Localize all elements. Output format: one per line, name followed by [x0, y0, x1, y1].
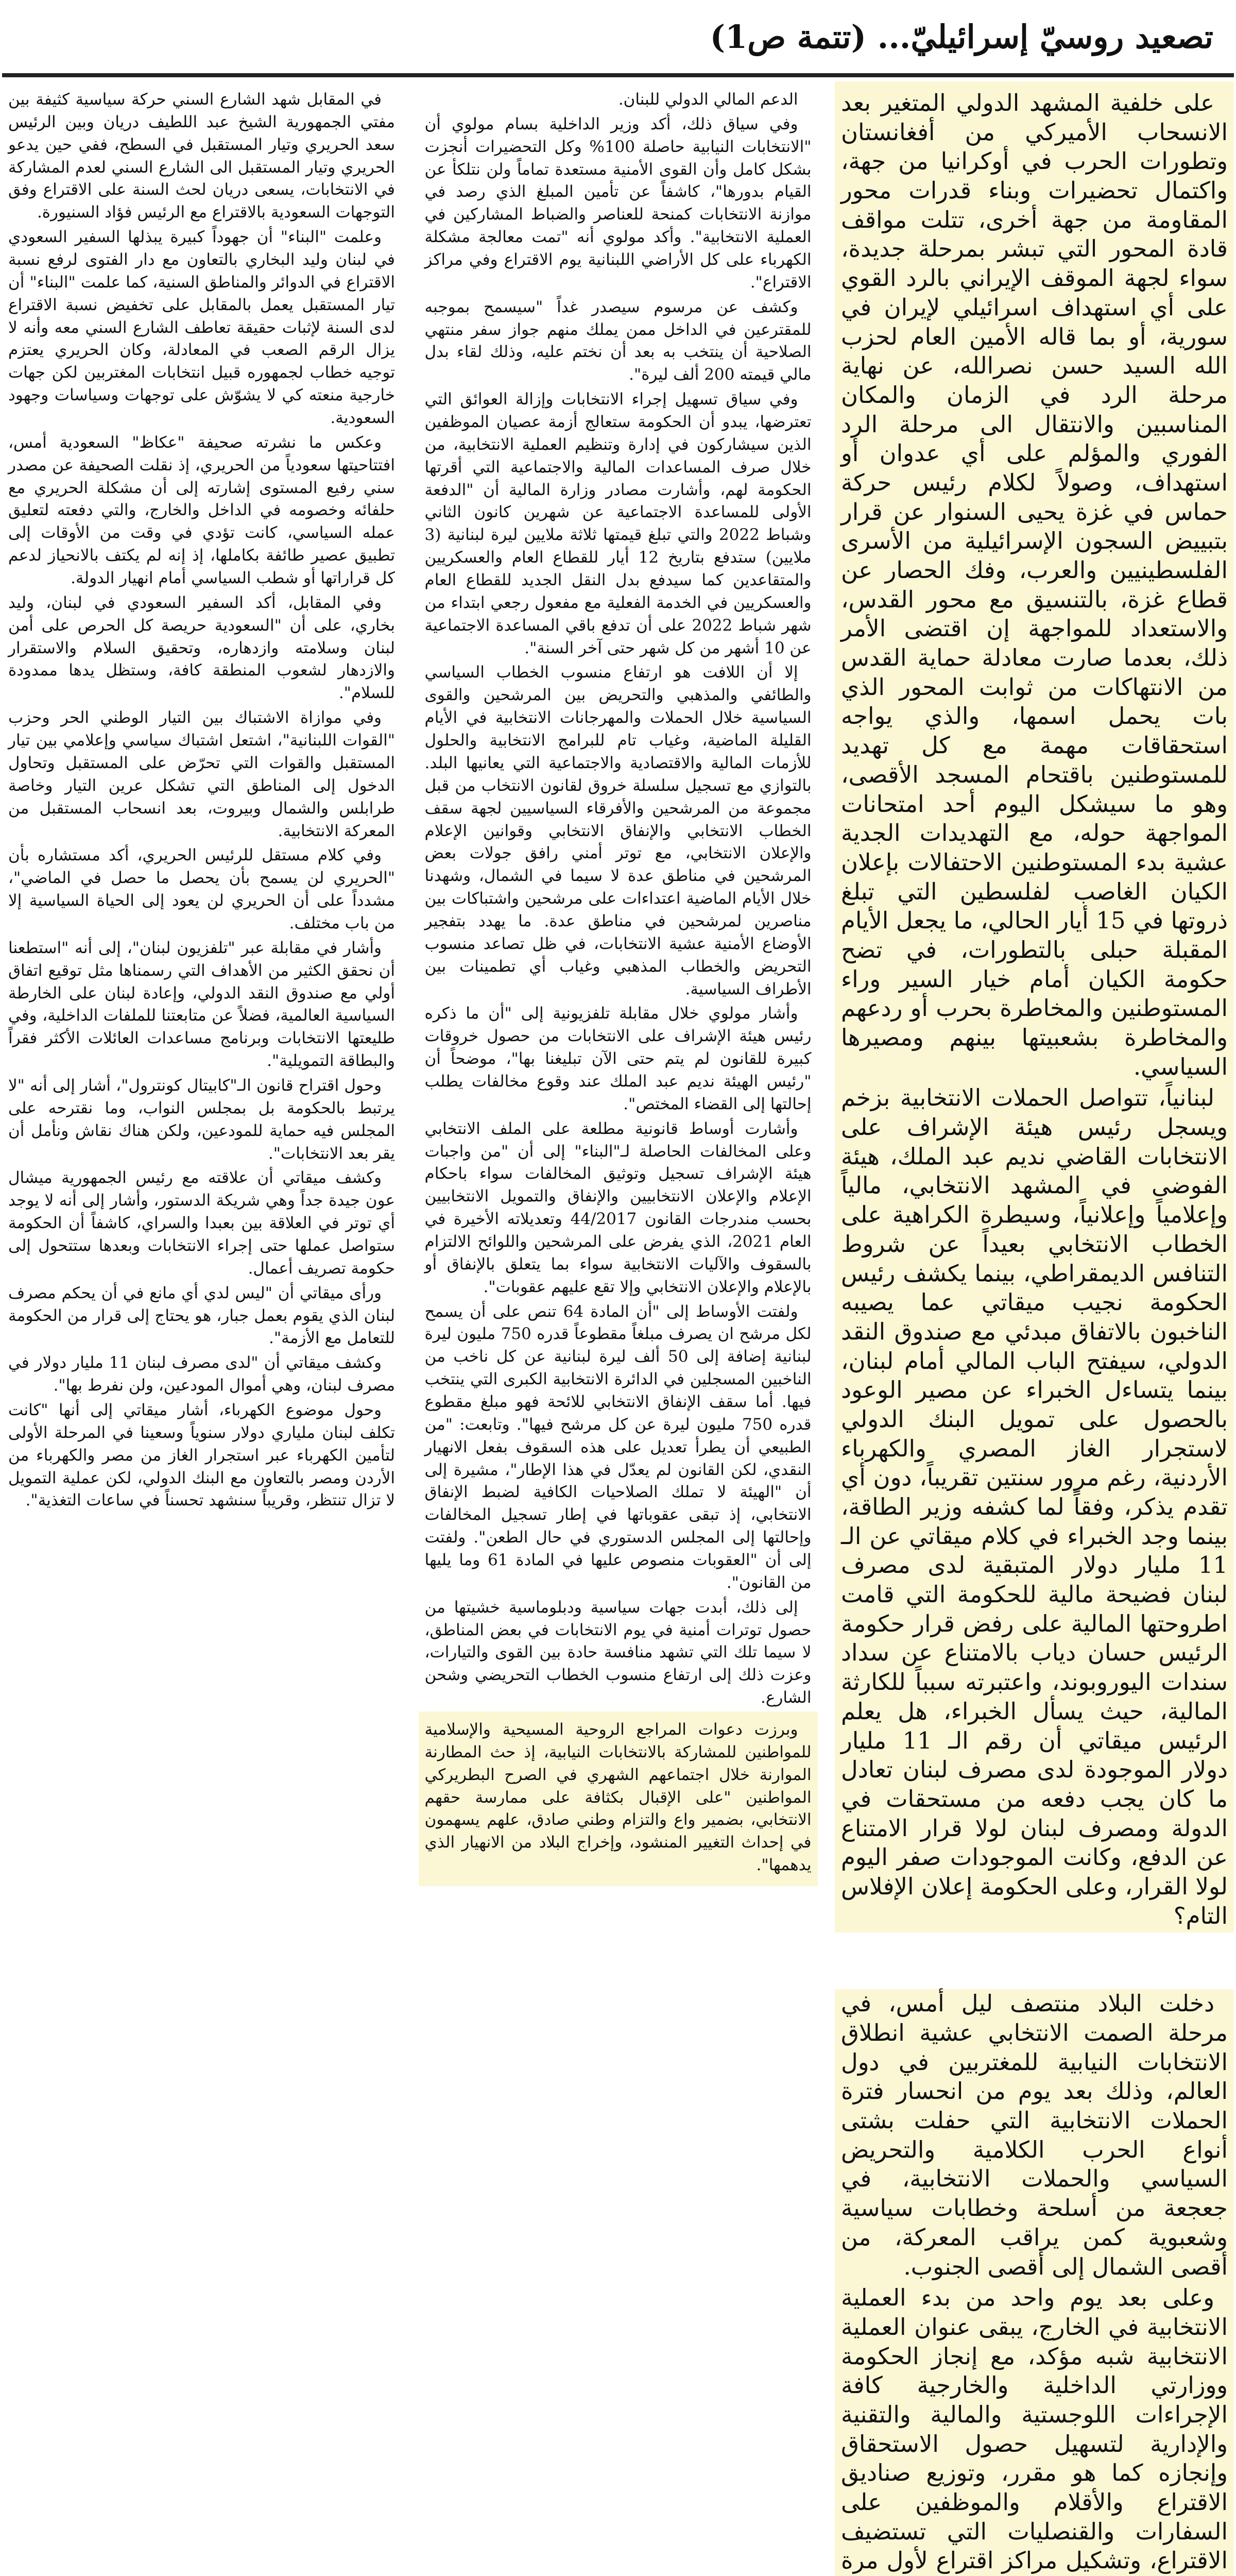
paragraph: وفي سياق تسهيل إجراء الانتخابات وإزالة العوائق التي تعترضها، يبدو أن الحكومة ستعالج أزمة عصيان الموظفين الذين سيشاركون في إدارة وتنظيم العملية الانتخابية، من خلال صرف المساعدات المالية والاجتماعية التي أقرتها الحكومة لهم، وأشارت مصادر وزارة المالية أن "الدفعة الأولى للمساعدة الاجتماعية عن شهرين كانون الثاني وشباط 2022 والتي تبلغ قيمتها ثلاثة ملايين ليرة لبنانية (3 ملايين) ستدفع بتاريخ 12 أيار للقطاع العام والعسكريين والمتقاعدين كما سيدفع بدل النقل الجديد للقطاع العام والعسكريين في الخدمة الفعلية مع مفعول رجعي ابتداء من شهر شباط 2022 على أن تدفع باقي المساعدة الاجتماعية عن 10 أشهر من كل شهر حتى آخر السنة". [424, 390, 812, 657]
paragraph: وكشف ميقاتي أن "لدى مصرف لبنان 11 مليار دولار في مصرف لبنان، وهي أموال المودعين، ولن نفرط بها". [8, 1353, 395, 1395]
paragraph: وفي موازاة الاشتباك بين التيار الوطني الحر وحزب "القوات اللبنانية"، اشتعل اشتباك سياسي وإعلامي بين تيار المستقبل والقوات التي تحرّض على المستقبل وتحاول الدخول إلى المناطق التي تشكل عرين التيار وخاصة طرابلس والشمال وبيروت، بعد انسحاب المستقبل من المعركة الانتخابية. [8, 708, 395, 840]
paragraph: وحول اقتراح قانون الـ"كابيتال كونترول"، أشار إلى أنه "لا يرتبط بالحكومة بل بمجلس النواب، وما نقترحه على المجلس فيه حماية للمودعين، ولكن هناك نقاش ونأمل أن يقر بعد الانتخابات". [8, 1076, 395, 1163]
paragraph: ولفتت الأوساط إلى "أن المادة 64 تنص على أن يسمح لكل مرشح ان يصرف مبلغاً مقطوعاً قدره 750 مليون ليرة لبنانية إضافة إلى 50 ألف ليرة لبنانية عن كل ناخب من الناخبين المسجلين في الدائرة الانتخابية الكبرى التي ينتخب فيها. أما سقف الإنفاق الانتخابي للائحة فهو مبلغ مقطوع قدره 750 مليون ليرة عن كل مرشح فيها". وتابعت: "من الطبيعي أن يطرأ تعديل على هذه السقوف بفعل الانهيار النقدي، لكن القانون لم يعدّل في هذا الإطار"، مشيرة إلى أن "الهيئة لا تملك الصلاحيات الكافية لضبط الإنفاق الانتخابي، إذ تبقى عقوباتها في إطار تسجيل المخالفات وإحالتها إلى المجلس الدستوري في حال الطعن". ولفتت إلى أن "العقوبات منصوص عليها في المادة 61 وما يليها من القانون". [424, 1302, 812, 1592]
paragraph: وحول موضوع الكهرباء، أشار ميقاتي إلى أنها "كانت تكلف لبنان ملياري دولار سنوياً وسعينا في المرحلة الأولى لتأمين الكهرباء عبر استجرار الغاز من مصر والكهرباء من الأردن ومصر بالتعاون مع البنك الدولي، لكن عملية التمويل لا تزال تنتظر، وقريباً سنشهد تحسناً في ساعات التغذية". [8, 1400, 395, 1510]
paragraph: ورأى ميقاتي أن "ليس لدي أي مانع في أن يحكم مصرف لبنان الذي يقوم بعمل جبار، هو يحتاج إلى قرار من الحكومة للتعامل مع الأزمة". [8, 1283, 395, 1348]
column-left [2, 81, 401, 2576]
article-columns [2, 77, 1234, 2576]
paragraph: وبرزت دعوات المراجع الروحية المسيحية والإسلامية للمواطنين للمشاركة بالانتخابات النيابية، إذ حث المطارنة الموارنة خلال اجتماعهم الشهري في الصرح البطريركي المواطنين "على الإقبال بكثافة على ممارسة حقهم الانتخابي، بضمير واع والتزام وطني صادق، علهم يسهمون في إحداث التغيير المنشود، وإخراج البلاد من الانهيار الذي يدهمها". [424, 1720, 812, 1875]
paragraph: وفي سياق ذلك، أكد وزير الداخلية بسام مولوي أن "الانتخابات النيابية حاصلة 100% وكل التحضيرات أنجزت بشكل كامل وأن القوى الأمنية مستعدة تماماً ولن نتلكأ عن القيام بدورها"، كاشفاً عن تأمين المبلغ الذي رصد في موازنة الانتخابات كمنحة للعناصر والضباط المشاركين في العملية الانتخابية". وأكد مولوي أنه "تمت معالجة مشكلة الكهرباء على كل الأراضي اللبنانية يوم الاقتراع وفي مراكز الاقتراع". [424, 114, 812, 292]
paragraph: وعكس ما نشرته صحيفة "عكاظ" السعودية أمس، افتتاحيتها سعودياً من الحريري، إذ نقلت الصحيفة عن مصدر سني رفيع المستوى إشارته إلى أن مشكلة الحريري مع حلفائه وخصومه في الداخل والخارج، والتي دفعته لتعليق عمله السياسي، كانت تؤدي في وقت من الأوقات إلى تطبيق عصير طائفة بكاملها، إذ إنه لم يكتف بالانحياز لدعم كل قراراتها أو شطب السياسي أمام انهيار الدولة. [8, 433, 395, 588]
paragraph: على خلفية المشهد الدولي المتغير بعد الانسحاب الأميركي من أفغانستان وتطورات الحرب في أوكرانيا من جهة، واكتمال تحضيرات وبناء قدرات محور المقاومة من جهة أخرى، تتلت مواقف قادة المحور التي تبشر بمرحلة جديدة، سواء لجهة الموقف الإيراني بالرد القوي على أي استهداف اسرائيلي لإيران في سورية، أو بما قاله الأمين العام لحزب الله السيد حسن نصرالله، عن نهاية مرحلة الرد في الزمان والمكان المناسبين والانتقال الى مرحلة الرد الفوري والمؤلم على أي عدوان أو استهداف، وصولاً لكلام رئيس حركة حماس في غزة يحيى السنوار عن قرار بتبييض السجون الإسرائيلية من الأسرى الفلسطينيين والعرب، وفك الحصار عن قطاع غزة، بالتنسيق مع محور القدس، والاستعداد للمواجهة إن اقتضى الأمر ذلك، بعدما صارت معادلة حماية القدس من الانتهاكات من ثوابت المحور الذي بات يحمل اسمها، والذي يواجه استحقاقات مهمة مع كل تهديد للمستوطنين باقتحام المسجد الأقصى، وهو ما سيشكل اليوم أحد امتحانات المواجهة حوله، مع التهديدات الجدية عشية بدء المستوطنين الاحتفالات بإعلان الكيان الغاصب لفلسطين التي تبلغ ذروتها في 15 أيار الحالي، ما يجعل الأيام المقبلة حبلى بالتطورات، في تضح حكومة الكيان أمام خيار السير وراء المستوطنين والمخاطرة بحرب أو ردعهم والمخاطرة بشعبيتها بينهم ومصيرها السياسي. [841, 89, 1228, 1080]
paragraph: دخلت البلاد منتصف ليل أمس، في مرحلة الصمت الانتخابي عشية انطلاق الانتخابات النيابية للمغتربين في دول العالم، وذلك بعد يوم من انحسار فترة الحملات الانتخابية التي حفلت بشتى أنواع الحرب الكلامية والتحريض السياسي والحملات الانتخابية، في جعجعة من أسلحة وخطابات سياسية وشعبوية كمن يراقب المعركة، من أقصى الشمال إلى أقصى الجنوب. [841, 1990, 1228, 2280]
paragraph: في المقابل شهد الشارع السني حركة سياسية كثيفة بين مفتي الجمهورية الشيخ عبد اللطيف دريان وبين الرئيس سعد الحريري وتيار المستقبل في السطح، ففي حين يدعو الحريري وتيار المستقبل الى الشارع السني لعدم المشاركة في الانتخابات، يسعى دريان لحث السنة على الاقتراع وفق التوجهات السعودية بالاقتراع مع الرئيس فؤاد السنيورة. [8, 90, 395, 222]
article-header [2, 0, 1234, 77]
paragraph: إلا أن اللافت هو ارتفاع منسوب الخطاب السياسي والطائفي والمذهبي والتحريض بين المرشحين والقوى السياسية خلال الحملات والمهرجانات الانتخابية في الأيام القليلة الماضية، وغياب تام للبرامج الانتخابية والحلول للأزمات المالية والاقتصادية والاجتماعية التي يعانيها البلد. بالتوازي مع تسجيل سلسلة خروق لقانون الانتخاب من قبل مجموعة من المرشحين والأفرقاء السياسيين لجهة سقف الخطاب الانتخابي والإنفاق الانتخابي وقوانين الإعلام والإعلان الانتخابي، مع توتر أمني رافق جولات بعض المرشحين في مناطق عدة لا سيما في الشمال، وشهدنا خلال الأيام الماضية اعتداءات على مرشحين واشتباكات بين مناصرين لمرشحين في مناطق عدة. ما يهدد بتفجير الأوضاع الأمنية عشية الانتخابات، في ظل تصاعد منسوب التحريض والخطاب المذهبي وغياب أي تطمينات بين الأطراف السياسية. [424, 663, 812, 998]
paragraph: وكشف ميقاتي أن علاقته مع رئيس الجمهورية ميشال عون جيدة جداً وهي شريكة الدستور، وأشار إلى أنه لا يوجد أي توتر في العلاقة بين بعبدا والسراي، كاشفاً أن الحكومة ستواصل عملها حتى إجراء الانتخابات وبعدها ستتحول إلى حكومة تصريف أعمال. [8, 1168, 395, 1278]
paragraph: وفي كلام مستقل للرئيس الحريري، أكد مستشاره بأن "الحريري لن يسمح بأن يحصل ما حصل في الماضي"، مشدداً على أن الحريري لن يعود إلى الحياة السياسية إلا من باب مختلف. [8, 846, 395, 933]
article-title: تصعيد روسيّ إسرائيليّ... (تتمة ص1) [710, 18, 1213, 56]
paragraph: لبنانياً، تتواصل الحملات الانتخابية بزخم ويسجل رئيس هيئة الإشراف على الانتخابات القاضي نديم عبد الملك، هيئة الفوضى في المشهد الانتخابي، مالياً وإعلامياً وإعلانياً، وسيطرة الكراهية على الخطاب الانتخابي بعيداً عن شروط التنافس الديمقراطي، بينما يكشف رئيس الحكومة نجيب ميقاتي عما يصيبه الناخبون بالاتفاق مبدئي مع صندوق النقد الدولي، سيفتح الباب المالي أمام لبنان، بينما يتساءل الخبراء عن مصير الوعود بالحصول على تمويل البنك الدولي لاستجرار الغاز المصري والكهرباء الأردنية، رغم مرور سنتين تقريباً، دون أي تقدم يذكر، وفقاً لما كشفه وزير الطاقة، بينما وجد الخبراء في كلام ميقاتي عن الـ 11 مليار دولار المتبقية لدى مصرف لبنان فضيحة مالية للحكومة التي قامت اطروحتها المالية على رفض قرار حكومة الرئيس حسان دياب بالامتناع عن سداد سندات اليوروبوند، واعتبرته سبباً للكارثة المالية، حيث يسأل الخبراء، هل يعلم الرئيس ميقاتي أن رقم الـ 11 مليار دولار الموجودة لدى مصرف لبنان تعادل ما كان يجب دفعه من مستحقات في الدولة ومصرف لبنان لولا قرار الامتناع عن الدفع، وكانت الموجودات صفر اليوم لولا القرار، وعلى الحكومة إعلان الإفلاس التام؟ [841, 1084, 1228, 1929]
paragraph: وعلمت "البناء" أن جهوداً كبيرة يبذلها السفير السعودي في لبنان وليد البخاري بالتعاون مع دار الفتوى لرفع نسبة الاقتراع في الدوائر والمناطق السنية، كما علمت "البناء" أن تيار المستقبل يعمل بالمقابل على تخفيض نسبة الاقتراع لدى السنة لإثبات حقيقة تعاطف الشارع السني معه وأنه لا يزال الرقم الصعب في المعادلة، وكان الحريري يعتزم توجيه خطاب لجمهوره قبيل انتخابات المغتربين لكن جهات خارجية منعته كي لا يشوّش على توجهات وسياسات وجهود السعودية. [8, 228, 395, 428]
paragraph: وعلى بعد يوم واحد من بدء العملية الانتخابية في الخارج، يبقى عنوان العملية الانتخابية شبه مؤكد، مع إنجاز الحكومة ووزارتي الداخلية والخارجية كافة الإجراءات اللوجستية والمالية والتقنية والإدارية لتسهيل حصول الاستحقاق وإنجازه كما هو مقرر، وتوزيع صناديق الاقتراع والأقلام والموظفين على السفارات والقنصليات التي تستضيف الاقتراع، وتشكيل مراكز اقتراع لأول مرة [841, 2284, 1228, 2574]
paragraph: وأشار مولوي خلال مقابلة تلفزيونية إلى "أن ما ذكره رئيس هيئة الإشراف على الانتخابات من حصول خروقات كبيرة للقانون لم يتم حتى الآن تبليغنا بها"، موضحاً أن "رئيس الهيئة نديم عبد الملك عند وقوع مخالفات يطلب إحالتها إلى القضاء المختص". [424, 1004, 812, 1113]
paragraph: وكشف عن مرسوم سيصدر غداً "سيسمح بموجبه للمقترعين في الداخل ممن يملك منهم جواز سفر منتهي الصلاحية أن ينتخب به بعد أن نختم عليه، وذلك لقاء بدل مالي قيمته 200 ألف ليرة". [424, 297, 812, 384]
paragraph: الدعم المالي الدولي للبنان. [618, 90, 798, 109]
shaded-block [419, 1711, 818, 1886]
column-middle [419, 81, 818, 2576]
column-gap [835, 1933, 1234, 1989]
paragraph: وفي المقابل، أكد السفير السعودي في لبنان، وليد بخاري، على أن "السعودية حريصة كل الحرص على أمن لبنان وسلامته وازدهاره، وتحقيق السلام والاستقرار والازدهار لشعوب المنطقة كافة، وستظل يدها ممدودة للسلام". [8, 593, 395, 703]
column-right [835, 81, 1234, 2576]
paragraph: إلى ذلك، أبدت جهات سياسية ودبلوماسية خشيتها من حصول توترات أمنية في يوم الانتخابات في بعض المناطق، لا سيما تلك التي تشهد منافسة حادة بين القوى والتيارات، وعزت ذلك إلى ارتفاع منسوب الخطاب التحريضي وشحن الشارع. [424, 1598, 812, 1707]
paragraph: وأشارت أوساط قانونية مطلعة على الملف الانتخابي وعلى المخالفات الحاصلة لـ"البناء" إلى أن "من واجبات هيئة الإشراف تسجيل وتوثيق المخالفات سواء باحكام الإعلام والإعلان الانتخابيين والإنفاق والتمويل الانتخابيين بحسب مندرجات القانون 44/2017 وتعديلاته الأخيرة في العام 2021، الذي يفرض على المرشحين واللوائح الالتزام بالسقوف والآليات الانتخابية سواء بما يتعلق بالإنفاق أو بالإعلام والإعلان الانتخابي وإلا تقع عليهم عقوبات". [424, 1119, 812, 1296]
paragraph: وأشار في مقابلة عبر "تلفزيون لبنان"، إلى أنه "استطعنا أن نحقق الكثير من الأهداف التي رسمناها مثل توقيع اتفاق أولي مع صندوق النقد الدولي، وإعادة لبنان على الخارطة السياسية العالمية، فضلاً عن متابعتنا للملفات الداخلية، وفي طليعتها الانتخابات وبرنامج مساعدات العائلات الأكثر فقراً والبطاقة التمويلية". [8, 938, 395, 1071]
